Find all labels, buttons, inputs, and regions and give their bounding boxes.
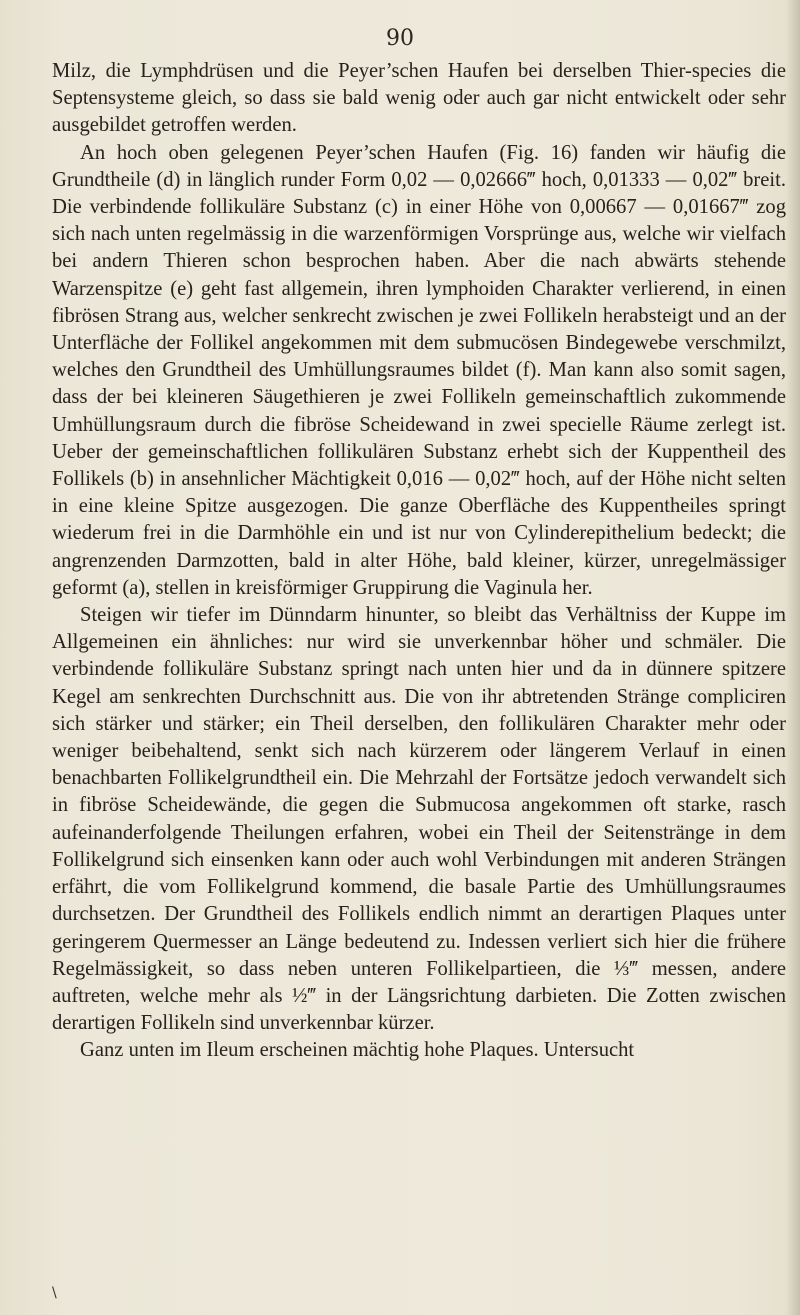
- paragraph-4: Ganz unten im Ileum erscheinen mächtig hohe Plaques. Untersucht: [80, 1039, 635, 1062]
- page-edge-shadow: [786, 0, 800, 1315]
- paragraph-2: An hoch oben gelegenen Peyer’schen Haufen (Fig. 16) fanden wir häufig die Grundtheile (d) in länglich runder Form 0,02 — 0,02666‴ hoch, 0,01333 — 0,02‴ breit. Die verbindende follikuläre Substanz (c) in einer Höhe von 0,00667 — 0,01667‴ zog sich nach unten regelmässig in die warzenförmigen Vorsprünge aus, welche wir vielfach bei andern Thieren schon besprochen haben. Aber die nach abwärts stehende Warzenspitze (e) geht fast allgemein, ihren lymphoiden Charakter verlierend, in einen fibrösen Strang aus, welcher senkrecht zwischen je zwei Follikeln herabsteigt und an der Unterfläche der Follikel angekommen mit dem submucösen Bindegewebe verschmilzt, welches den Grundtheil des Umhüllungsraumes bildet (f). Man kann also somit sagen, dass der bei kleineren Säugethieren je zwei Follikeln gemeinschaftlich zukommende Umhüllungsraum durch die fibröse Scheidewand in zwei specielle Räume zerlegt ist. Ueber der gemeinschaftlichen follikulären Substanz erhebt sich der Kuppentheil des Follikels (b) in ansehnlicher Mächtigkeit 0,016 — 0,02‴ hoch, auf der Höhe nicht selten in eine kleine Spitze ausgezogen. Die ganze Oberfläche des Kuppentheiles springt wiederum frei in die Darmhöhle ein und ist nur von Cylinderepithelium bedeckt; die angrenzenden Darmzotten, bald in alter Höhe, bald kleiner, kürzer, unregelmässiger geformt (a), stellen in kreisförmiger Gruppirung die Vaginula her.: [52, 141, 786, 599]
- page-number: 90: [386, 26, 414, 51]
- body-text: [52, 58, 786, 1065]
- footer-mark: \: [52, 1285, 57, 1301]
- paragraph-3: Steigen wir tiefer im Dünndarm hinunter, so bleibt das Verhältniss der Kuppe im Allgemeinen ein ähnliches: nur wird sie unverkennbar höher und schmäler. Die verbindende follikuläre Substanz springt nach unten hier und da in dünnere spitzere Kegel am senkrechten Durchschnitt aus. Die von ihr abtretenden Stränge compliciren sich stärker und stärker; ein Theil derselben, den follikulären Charakter mehr oder weniger beibehaltend, senkt sich nach kürzerem oder längerem Verlauf in einen benachbarten Follikelgrundtheil ein. Die Mehrzahl der Fortsätze jedoch verwandelt sich in fibröse Scheidewände, die gegen die Submucosa angekommen oft starke, rasch aufeinanderfolgende Theilungen erfahren, wobei ein Theil der Seitenstränge in dem Follikelgrund sich einsenken kann oder auch wohl Verbindungen mit anderen Strängen erfährt, die vom Follikelgrund kommend, die basale Partie des Umhüllungsraumes durchsetzen. Der Grundtheil des Follikels endlich nimmt an derartigen Plaques unter geringerem Quermesser an Länge bedeutend zu. Indessen verliert sich hier die frühere Regelmässigkeit, so dass neben unteren Follikelpartieen, die ⅓‴ messen, andere auftreten, welche mehr als ½‴ in der Längsrichtung darbieten. Die Zotten zwischen derartigen Follikeln sind unverkennbar kürzer.: [52, 604, 786, 1035]
- paragraph-1: Milz, die Lymphdrüsen und die Peyer’schen Haufen bei derselben Thier-species die Septensysteme gleich, so dass sie bald wenig oder auch gar nicht entwickelt oder sehr ausgebildet getroffen werden.: [52, 60, 786, 137]
